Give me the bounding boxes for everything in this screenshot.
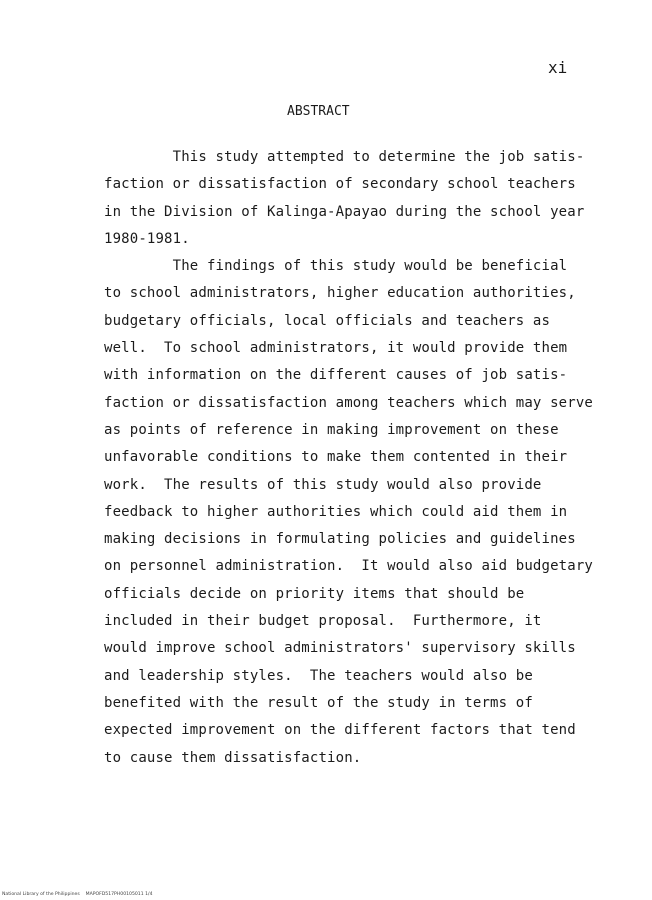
text-line: unfavorable conditions to make them contented in their	[104, 449, 568, 466]
text-line: would improve school administrators' supervisory skills	[104, 640, 576, 657]
text-line: and leadership styles. The teachers would also be	[104, 667, 533, 684]
text-line: with information on the different causes of job satis-	[104, 367, 568, 384]
text-line: to cause them dissatisfaction.	[104, 749, 362, 766]
page-number: xi	[548, 58, 568, 77]
text-line: faction or dissatisfaction among teachers which may serve	[104, 394, 593, 411]
text-line: on personnel administration. It would also aid budgetary	[104, 558, 593, 575]
text-line: The findings of this study would be beneficial	[104, 258, 568, 275]
scan-footer: National Library of the Philippines MAPOFD517PH00105011 1/4	[2, 892, 153, 897]
text-line: making decisions in formulating policies and guidelines	[104, 531, 576, 548]
text-line: 1980-1981.	[104, 230, 190, 247]
text-line: feedback to higher authorities which could aid them in	[104, 503, 568, 520]
text-line: work. The results of this study would also provide	[104, 476, 542, 493]
page-title: ABSTRACT	[287, 104, 350, 119]
text-line: well. To school administrators, it would provide them	[104, 340, 568, 357]
text-line: in the Division of Kalinga-Apayao during the school year	[104, 203, 585, 220]
abstract-body	[104, 144, 644, 772]
text-line: This study attempted to determine the job satis-	[104, 149, 585, 165]
text-line: expected improvement on the different factors that tend	[104, 722, 576, 739]
text-line: as points of reference in making improvement on these	[104, 421, 559, 438]
text-line: benefited with the result of the study in terms of	[104, 694, 533, 711]
text-line: to school administrators, higher education authorities,	[104, 285, 576, 302]
text-line: officials decide on priority items that should be	[104, 585, 525, 602]
text-line: budgetary officials, local officials and teachers as	[104, 312, 551, 329]
text-line: faction or dissatisfaction of secondary school teachers	[104, 176, 576, 193]
text-line: included in their budget proposal. Furthermore, it	[104, 613, 542, 630]
